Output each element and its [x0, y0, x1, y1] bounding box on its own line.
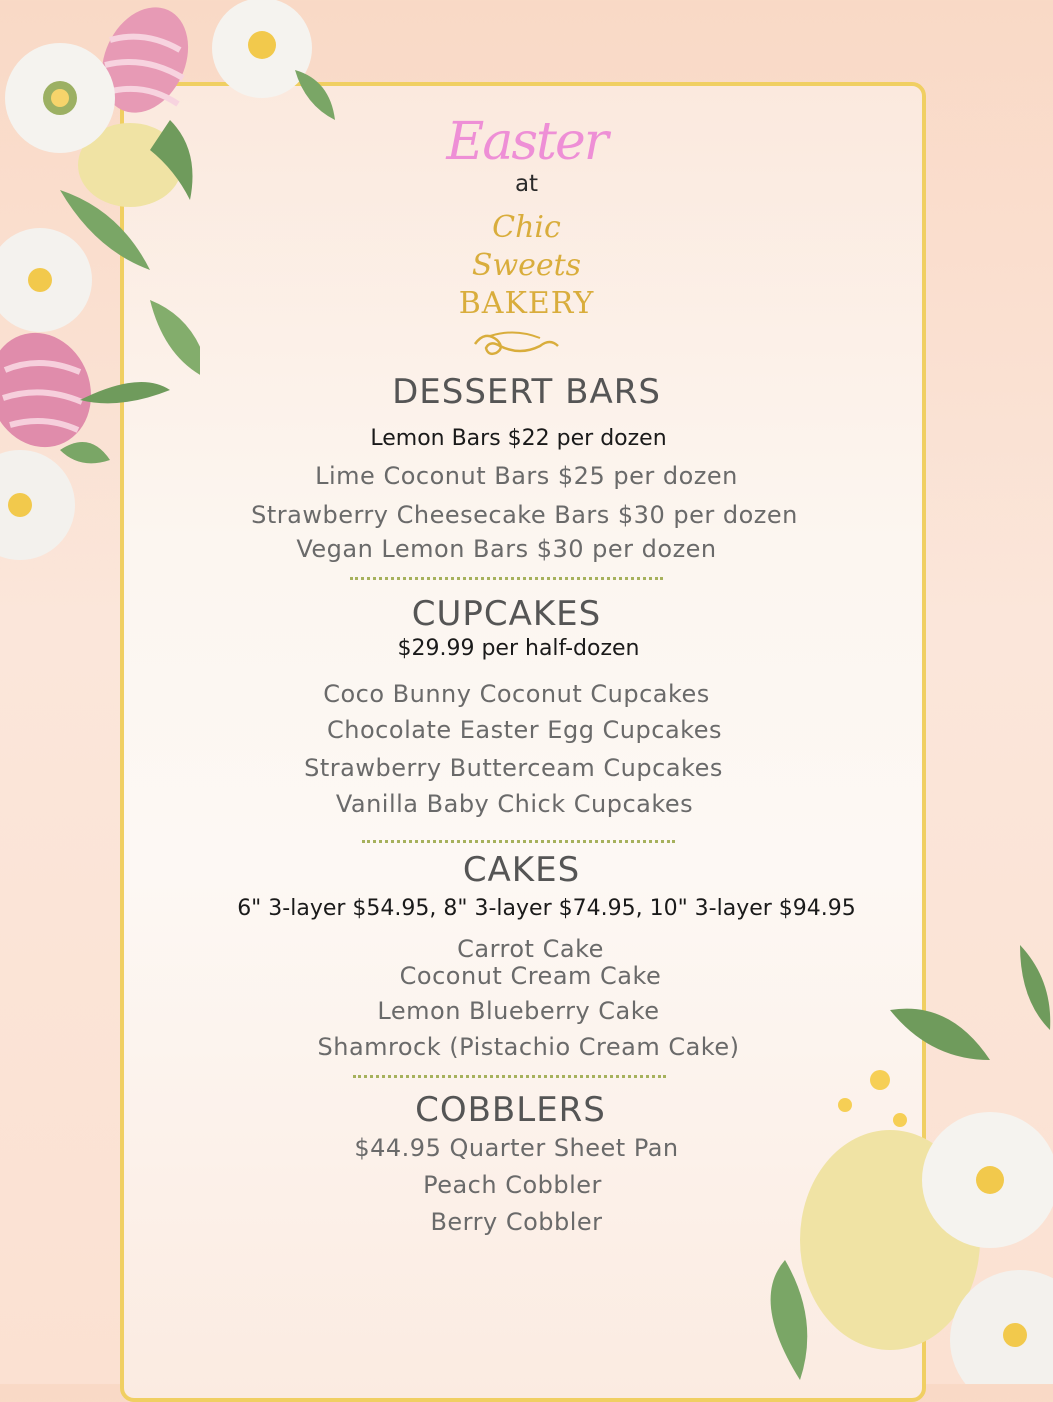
section-heading-cupcakes: CUPCAKES	[411, 594, 602, 634]
section-heading-cobblers: COBBLERS	[415, 1090, 606, 1130]
list-item: Coco Bunny Coconut Cupcakes	[323, 680, 710, 708]
price-cobblers: $44.95 Quarter Sheet Pan	[354, 1134, 679, 1162]
price-lemon-bars: Lemon Bars $22 per dozen	[370, 426, 667, 451]
list-item: Berry Cobbler	[430, 1208, 603, 1236]
divider	[362, 840, 675, 843]
logo-sweets: Sweets	[471, 248, 582, 283]
list-item: Vanilla Baby Chick Cupcakes	[335, 790, 694, 818]
divider	[353, 1075, 666, 1078]
list-item: Shamrock (Pistachio Cream Cake)	[317, 1033, 740, 1061]
list-item: Chocolate Easter Egg Cupcakes	[327, 716, 722, 744]
logo-bakery: BAKERY	[458, 286, 595, 321]
divider	[350, 577, 663, 580]
at-text: at	[514, 171, 539, 197]
list-item: Peach Cobbler	[423, 1171, 602, 1199]
list-item: Carrot Cake	[457, 935, 604, 963]
logo-chic: Chic	[492, 210, 561, 245]
list-item: Lime Coconut Bars $25 per dozen	[315, 462, 738, 490]
price-cupcakes: $29.99 per half-dozen	[397, 636, 640, 661]
section-heading-dessert-bars: DESSERT BARS	[392, 372, 661, 412]
easter-title: Easter	[446, 112, 607, 172]
flourish-icon	[470, 326, 565, 360]
flower-icon-top	[200, 0, 340, 130]
list-item: Lemon Blueberry Cake	[377, 997, 660, 1025]
price-cakes: 6" 3-layer $54.95, 8" 3-layer $74.95, 10" 3-layer $94.95	[237, 896, 856, 921]
list-item: Coconut Cream Cake	[399, 962, 662, 990]
list-item: Strawberry Cheesecake Bars $30 per dozen	[251, 501, 798, 529]
section-heading-cakes: CAKES	[462, 850, 581, 890]
list-item: Strawberry Butterceam Cupcakes	[304, 754, 723, 782]
list-item: Vegan Lemon Bars $30 per dozen	[296, 535, 717, 563]
